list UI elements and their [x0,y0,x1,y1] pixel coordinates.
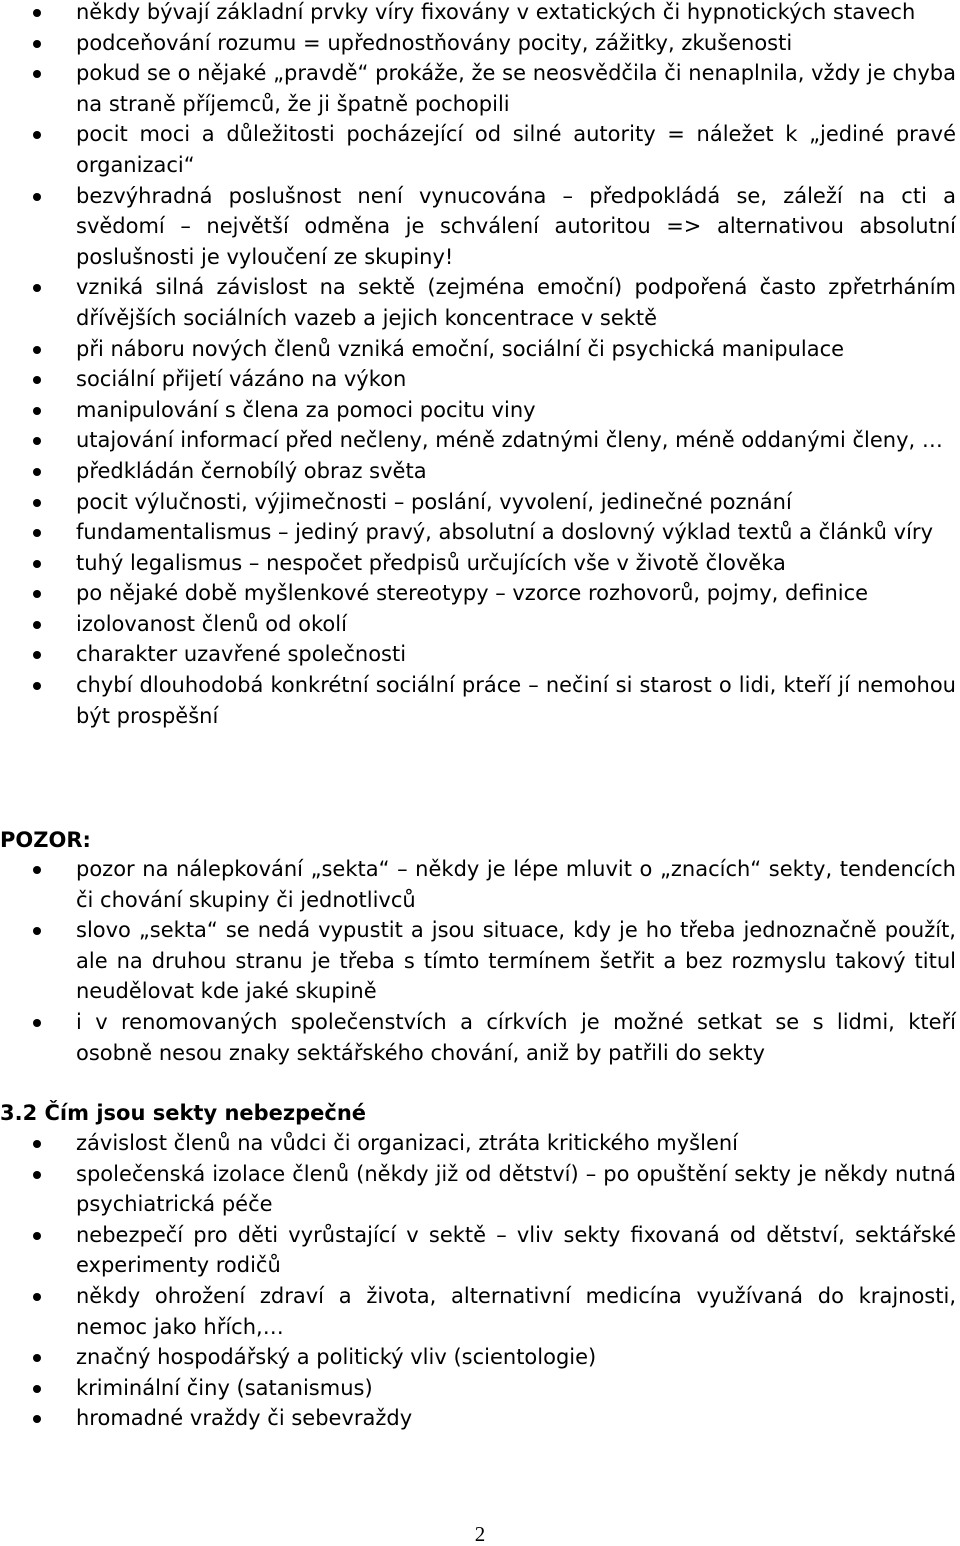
list-item [0,639,958,670]
list-item [0,272,958,333]
list-item-text: vzniká silná závislost na sektě (zejména emoční) podpořená často zpřetrháním dřívějších sociálních vazeb a jejich koncentrace v sektě [76,275,956,330]
list-item-text: hromadné vraždy či sebevraždy [76,1406,413,1431]
bullet-icon [33,193,41,201]
list-item [0,1373,958,1404]
bullet-icon [33,346,41,354]
bullet-icon [33,40,41,48]
bullet-icon [33,529,41,537]
bullet-icon [33,437,41,445]
list-item [0,1220,958,1281]
list-item [0,425,958,456]
list-item-text: chybí dlouhodobá konkrétní sociální práce – nečiní si starost o lidi, kteří jí nemohou být prospěšní [76,673,956,728]
list-item [0,915,958,1007]
bullet-icon [33,1140,41,1148]
list-item-text: podceňování rozumu = upřednostňovány pocity, zážitky, zkušenosti [76,30,793,55]
list-item [0,609,958,640]
list-item-text: závislost členů na vůdci či organizaci, ztráta kritického myšlení [76,1131,739,1155]
list-item-text: nebezpečí pro děti vyrůstající v sektě – vliv sekty fixovaná od dětství, sektářské experimenty rodičů [76,1222,956,1278]
list-item-text: předkládán černobílý obraz světa [76,458,427,483]
list-item [0,456,958,487]
bullet-icon [33,468,41,476]
bullet-icon [33,1232,41,1240]
list-item [0,395,958,426]
list-item-text: pozor na nálepkování „sekta“ – někdy je lépe mluvit o „znacích“ sekty, tendencích či chování skupiny či jednotlivců [76,857,956,912]
list-item-text: kriminální činy (satanismus) [76,1375,373,1400]
list-item-text: manipulování s člena za pomoci pocitu viny [76,397,536,422]
list-item [0,487,958,518]
list-item-text: po nějaké době myšlenkové stereotypy – vzorce rozhovorů, pojmy, definice [76,581,869,606]
bullet-list-caution [0,854,958,1068]
list-item [0,578,958,609]
bullet-icon [33,9,41,17]
list-item-text: izolovanost členů od okolí [76,611,347,636]
list-item [0,1159,958,1220]
list-item [0,364,958,395]
list-item-text: sociální přijetí vázáno na výkon [76,367,407,392]
bullet-icon [33,927,41,935]
list-item [0,119,958,180]
list-item-text: někdy ohrožení zdraví a života, alternativní medicína využívaná do krajnosti, nemoc jako hřích,… [76,1283,956,1339]
bullet-icon [33,682,41,690]
list-item-text: i v renomovaných společenstvích a církvích je možné setkat se s lidmi, kteří osobně nesou znaky sektářského chování, aniž by patřili do sekty [76,1009,956,1065]
list-item-text: společenská izolace členů (někdy již od dětství) – po opuštění sekty je někdy nutná psychiatrická péče [76,1161,956,1217]
bullet-icon [33,1171,41,1179]
bullet-icon [33,590,41,598]
bullet-icon [33,1293,41,1301]
list-item [0,854,958,915]
bullet-icon [33,1019,41,1027]
bullet-icon [33,376,41,384]
bullet-list-cult-traits [0,0,958,731]
bullet-icon [33,1354,41,1362]
bullet-icon [33,621,41,629]
list-item [0,670,958,731]
list-item [0,1281,958,1342]
list-item-text: tuhý legalismus – nespočet předpisů určujících vše v životě člověka [76,550,786,575]
bullet-icon [33,1385,41,1393]
bullet-icon [33,866,41,874]
list-item-text: pokud se o nějaké „pravdě“ prokáže, že se neosvědčila či nenaplnila, vždy je chyba na straně příjemců, že ji špatně pochopili [76,61,956,116]
list-item [0,548,958,579]
list-item [0,334,958,365]
list-item-text: při náboru nových členů vzniká emoční, sociální či psychická manipulace [76,336,845,361]
bullet-icon [33,70,41,78]
list-item [0,1403,958,1434]
bullet-icon [33,407,41,415]
heading-pozor: POZOR: [0,828,91,852]
list-item [0,28,958,59]
list-item [0,1342,958,1373]
list-item [0,0,958,28]
bullet-icon [33,499,41,507]
list-item [0,1007,958,1068]
bullet-icon [33,131,41,139]
bullet-icon [33,1415,41,1423]
list-item-text: utajování informací před nečleny, méně zdatnými členy, méně oddanými členy, … [76,428,943,453]
list-item-text: bezvýhradná poslušnost není vynucována – předpokládá se, záleží na cti a svědomí – největší odměna je schválení autoritou => alternativou absolutní poslušnosti je vyloučení ze skupiny! [76,183,956,269]
list-item [0,181,958,273]
list-item [0,1128,958,1159]
section-heading: 3.2 Čím jsou sekty nebezpečné [0,1101,367,1125]
bullet-icon [33,651,41,659]
page-number: 2 [474,1522,486,1546]
list-item-text: pocit výlučnosti, výjimečnosti – poslání, vyvolení, jedinečné poznání [76,489,792,514]
list-item [0,517,958,548]
list-item-text: někdy bývají základní prvky víry fixovány v extatických či hypnotických stavech [76,0,916,24]
bullet-list-dangers [0,1128,958,1434]
list-item-text: značný hospodářský a politický vliv (scientologie) [76,1345,597,1370]
bullet-icon [33,560,41,568]
list-item-text: pocit moci a důležitosti pocházející od silné autority = náležet k „jediné pravé organizaci“ [76,122,956,177]
list-item-text: fundamentalismus – jediný pravý, absolutní a doslovný výklad textů a článků víry [76,520,933,545]
list-item-text: slovo „sekta“ se nedá vypustit a jsou situace, kdy je ho třeba jednoznačně použít, ale na druhou stranu je třeba s tímto termínem šetřit a bez rozmyslu takový titul neudělovat kde jaké skupině [76,918,956,1004]
bullet-icon [33,284,41,292]
list-item-text: charakter uzavřené společnosti [76,642,407,667]
list-item [0,58,958,119]
